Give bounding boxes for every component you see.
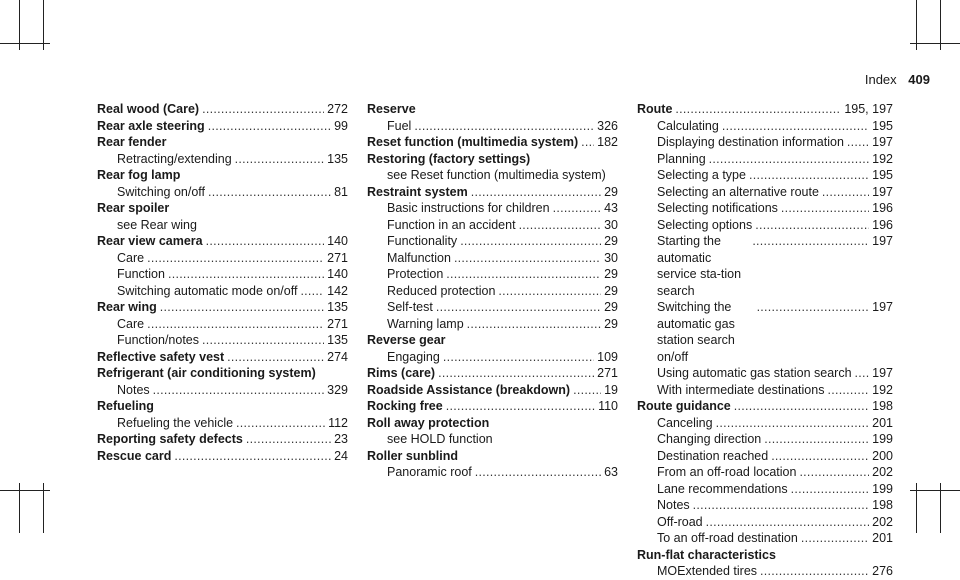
subentry-page-number: 276 xyxy=(872,564,893,578)
crop-mark xyxy=(910,43,960,44)
subentry-text: Notes xyxy=(117,382,150,397)
entry-title: Roadside Assistance (breakdown) xyxy=(367,382,571,397)
index-subentry xyxy=(637,415,893,432)
subentry-page-number: 197 xyxy=(872,184,893,199)
entry-title: Rear spoiler xyxy=(97,201,170,215)
index-subentry xyxy=(367,349,618,366)
subentry-page-number: 195 xyxy=(872,118,893,133)
index-subentry xyxy=(637,382,893,399)
subentry-page-number: 142 xyxy=(327,283,348,298)
subentry-text: Care xyxy=(117,250,145,265)
leader-dots xyxy=(675,101,841,118)
leader-dots xyxy=(755,217,869,234)
index-subentry xyxy=(367,299,618,316)
index-entry xyxy=(367,382,618,399)
subentry-page-number: 201 xyxy=(872,415,893,430)
index-subentry xyxy=(367,200,618,217)
leader-dots xyxy=(246,431,331,448)
subentry-page-number: 202 xyxy=(872,514,893,529)
entry-title: Restoring (factory settings) xyxy=(367,151,531,166)
leader-dots xyxy=(799,464,869,481)
index-entry xyxy=(97,134,348,167)
index-entry-heading xyxy=(367,382,618,399)
entry-page-number: 272 xyxy=(327,102,348,116)
index-entry-heading xyxy=(97,101,348,118)
index-subentry xyxy=(637,299,893,365)
page-number: 409 xyxy=(908,72,930,87)
entry-page-number: 99 xyxy=(334,118,348,133)
index-subentry xyxy=(367,167,618,184)
index-entry xyxy=(97,299,348,349)
leader-dots xyxy=(153,382,324,399)
entry-title: Roll away protection xyxy=(367,415,490,430)
subentry-page-number: 195 xyxy=(872,168,893,182)
index-column-1 xyxy=(97,101,348,464)
index-entry-heading xyxy=(637,398,893,415)
index-subentry xyxy=(637,563,893,580)
index-entry-heading xyxy=(97,167,348,184)
subentry-text: Using automatic gas station search xyxy=(657,366,852,380)
subentry-page-number: 198 xyxy=(872,498,893,512)
index-entry-heading xyxy=(97,448,348,465)
subentry-page-number: 196 xyxy=(872,201,893,215)
index-entry xyxy=(367,365,618,382)
leader-dots xyxy=(475,464,601,481)
header-title: Index xyxy=(864,72,897,87)
index-subentry xyxy=(637,530,893,547)
subentry-page-number: 109 xyxy=(597,349,618,364)
index-subentry xyxy=(367,316,618,333)
subentry-text: Reduced protection xyxy=(387,283,496,298)
entry-title: Rocking free xyxy=(367,399,443,413)
entry-title: Run-flat characteristics xyxy=(637,547,776,562)
index-entry xyxy=(97,118,348,135)
index-entry xyxy=(367,101,618,134)
subentry-text: Functionality xyxy=(387,234,458,248)
entry-title: Rescue card xyxy=(97,448,172,463)
subentry-text: MOExtended tires xyxy=(657,564,758,578)
index-subentry xyxy=(637,200,893,217)
index-entry xyxy=(97,349,348,366)
leader-dots xyxy=(693,497,869,514)
index-entry xyxy=(367,151,618,184)
entry-page-number: 23 xyxy=(334,432,348,446)
subentry-text: Selecting notifications xyxy=(657,201,778,215)
index-entry-heading xyxy=(367,332,618,349)
entry-title: Reset function (multimedia system) xyxy=(367,135,579,149)
leader-dots xyxy=(414,118,594,135)
entry-page-number: 195, 197 xyxy=(844,102,893,116)
leader-dots xyxy=(436,299,601,316)
index-entry xyxy=(97,448,348,465)
index-entry xyxy=(97,365,348,398)
index-subentry xyxy=(367,118,618,135)
leader-dots xyxy=(443,349,594,366)
index-entry xyxy=(97,233,348,299)
leader-dots xyxy=(208,184,331,201)
subentry-text: Malfunction xyxy=(387,250,451,265)
entry-title: Rear fog lamp xyxy=(97,168,181,182)
index-entry xyxy=(367,398,618,415)
subentry-text: Care xyxy=(117,316,145,331)
leader-dots xyxy=(438,365,594,382)
index-entry-heading xyxy=(97,431,348,448)
leader-dots xyxy=(827,382,869,399)
entry-title: Refueling xyxy=(97,399,154,413)
subentry-text: Lane recommendations xyxy=(657,481,788,496)
leader-dots xyxy=(722,118,869,135)
entry-page-number: 182 xyxy=(597,135,618,149)
subentry-page-number: 197 xyxy=(872,366,893,380)
index-entry xyxy=(97,431,348,448)
entry-title: Rear fender xyxy=(97,135,167,149)
subentry-text: With intermediate destinations xyxy=(657,382,825,397)
index-entry xyxy=(637,398,893,547)
entry-title: Restraint system xyxy=(367,184,468,199)
index-subentry xyxy=(637,167,893,184)
subentry-text: Starting the automatic service sta-tion search xyxy=(657,234,742,298)
leader-dots xyxy=(174,448,331,465)
leader-dots xyxy=(498,283,601,300)
index-entry-heading xyxy=(97,233,348,250)
leader-dots xyxy=(454,250,601,267)
leader-dots xyxy=(716,415,870,432)
leader-dots xyxy=(467,316,601,333)
index-subentry xyxy=(637,134,893,151)
leader-dots xyxy=(208,118,331,135)
subentry-page-number: 199 xyxy=(872,481,893,496)
subentry-text: Protection xyxy=(387,267,444,281)
index-subentry xyxy=(637,184,893,201)
index-subentry xyxy=(97,151,348,168)
index-entry-heading xyxy=(367,184,618,201)
leader-dots xyxy=(202,332,324,349)
leader-dots xyxy=(519,217,602,234)
entry-title: Refrigerant (air conditioning system) xyxy=(97,366,316,380)
entry-title: Rims (care) xyxy=(367,366,436,380)
subentry-text: Switching on/off xyxy=(117,184,206,199)
subentry-page-number: 202 xyxy=(872,465,893,479)
index-entry-heading xyxy=(97,365,348,382)
subentry-page-number: 29 xyxy=(604,234,618,248)
index-subentry xyxy=(637,233,893,299)
index-entry-heading xyxy=(367,101,618,118)
index-entry-heading xyxy=(367,134,618,151)
leader-dots xyxy=(709,151,869,168)
index-subentry xyxy=(367,464,618,481)
index-subentry xyxy=(367,217,618,234)
subentry-text: Displaying destination information xyxy=(657,135,844,149)
subentry-text: Fuel xyxy=(387,118,412,133)
index-entry-heading xyxy=(97,349,348,366)
leader-dots xyxy=(581,134,594,151)
entry-page-number: 24 xyxy=(334,448,348,463)
index-subentry xyxy=(367,250,618,267)
subentry-page-number: 192 xyxy=(872,151,893,166)
subentry-text: see HOLD function xyxy=(387,432,493,446)
leader-dots xyxy=(847,134,869,151)
leader-dots xyxy=(855,365,870,382)
entry-title: Route xyxy=(637,102,673,116)
index-entry-heading xyxy=(367,365,618,382)
page-header xyxy=(865,72,930,87)
index-entry xyxy=(97,200,348,233)
index-subentry xyxy=(97,316,348,333)
entry-title: Rear axle steering xyxy=(97,118,205,133)
subentry-text: Engaging xyxy=(387,349,440,364)
index-entry xyxy=(97,101,348,118)
subentry-text: Calculating xyxy=(657,118,719,133)
index-subentry xyxy=(97,266,348,283)
leader-dots xyxy=(206,233,325,250)
leader-dots xyxy=(446,398,595,415)
subentry-page-number: 30 xyxy=(604,250,618,265)
index-entry xyxy=(637,101,893,398)
index-subentry xyxy=(637,365,893,382)
entry-page-number: 29 xyxy=(604,184,618,199)
subentry-page-number: 326 xyxy=(597,118,618,133)
leader-dots xyxy=(553,200,602,217)
index-subentry xyxy=(367,283,618,300)
subentry-text: Selecting options xyxy=(657,217,753,232)
subentry-text: Switching the automatic gas station search on/off xyxy=(657,300,735,364)
subentry-text: To an off-road destination xyxy=(657,531,798,545)
subentry-text: Planning xyxy=(657,151,706,166)
index-subentry xyxy=(637,118,893,135)
index-subentry xyxy=(637,431,893,448)
crop-mark xyxy=(0,43,50,44)
leader-dots xyxy=(573,382,601,399)
entry-title: Reflective safety vest xyxy=(97,349,225,364)
subentry-page-number: 43 xyxy=(604,201,618,215)
subentry-page-number: 197 xyxy=(872,135,893,149)
subentry-text: Self-test xyxy=(387,300,433,314)
index-subentry xyxy=(367,266,618,283)
index-entry xyxy=(97,167,348,200)
entry-page-number: 110 xyxy=(598,399,618,413)
subentry-page-number: 329 xyxy=(327,382,348,397)
subentry-text: Warning lamp xyxy=(387,316,464,331)
index-subentry xyxy=(637,448,893,465)
subentry-text: Off-road xyxy=(657,514,703,529)
subentry-page-number: 140 xyxy=(327,267,348,281)
index-column-2 xyxy=(367,101,618,481)
subentry-page-number: 63 xyxy=(604,465,618,479)
subentry-page-number: 29 xyxy=(604,267,618,281)
index-column-3 xyxy=(637,101,893,580)
entry-page-number: 271 xyxy=(597,366,618,380)
entry-title: Reverse gear xyxy=(367,333,446,347)
leader-dots xyxy=(706,514,870,531)
subentry-page-number: 135 xyxy=(327,151,348,166)
subentry-page-number: 201 xyxy=(872,531,893,545)
index-subentry xyxy=(97,382,348,399)
crop-mark xyxy=(910,490,960,491)
subentry-page-number: 29 xyxy=(604,316,618,331)
leader-dots xyxy=(752,233,869,250)
index-subentry xyxy=(97,184,348,201)
index-subentry xyxy=(97,332,348,349)
subentry-page-number: 199 xyxy=(872,432,893,446)
index-subentry xyxy=(637,151,893,168)
index-subentry xyxy=(637,514,893,531)
leader-dots xyxy=(300,283,324,300)
entry-title: Route guidance xyxy=(637,399,731,413)
subentry-text: From an off-road location xyxy=(657,465,797,479)
entry-title: Rear wing xyxy=(97,300,157,314)
leader-dots xyxy=(235,151,324,168)
index-entry xyxy=(367,184,618,333)
index-entry xyxy=(367,415,618,448)
subentry-page-number: 196 xyxy=(872,217,893,232)
subentry-page-number: 197 xyxy=(872,234,893,248)
subentry-text: Changing direction xyxy=(657,432,762,446)
index-entry xyxy=(367,134,618,151)
subentry-text: Canceling xyxy=(657,415,713,430)
subentry-page-number: 135 xyxy=(327,333,348,347)
leader-dots xyxy=(791,481,870,498)
entry-page-number: 198 xyxy=(872,399,893,413)
subentry-page-number: 192 xyxy=(872,382,893,397)
subentry-page-number: 197 xyxy=(872,300,893,314)
index-subentry xyxy=(97,250,348,267)
leader-dots xyxy=(801,530,869,547)
subentry-page-number: 271 xyxy=(327,250,348,265)
subentry-text: Function/notes xyxy=(117,333,199,347)
subentry-text: see Reset function (multimedia system) xyxy=(387,168,606,182)
index-entry-heading xyxy=(97,118,348,135)
subentry-page-number: 30 xyxy=(604,217,618,232)
subentry-page-number: 200 xyxy=(872,448,893,463)
index-entry-heading xyxy=(97,299,348,316)
entry-page-number: 274 xyxy=(327,349,348,364)
leader-dots xyxy=(460,233,601,250)
leader-dots xyxy=(781,200,869,217)
subentry-page-number: 112 xyxy=(328,415,348,430)
subentry-page-number: 29 xyxy=(604,300,618,314)
leader-dots xyxy=(471,184,601,201)
leader-dots xyxy=(822,184,869,201)
leader-dots xyxy=(147,316,324,333)
leader-dots xyxy=(168,266,324,283)
entry-title: Roller sunblind xyxy=(367,448,458,463)
subentry-page-number: 271 xyxy=(327,316,348,331)
leader-dots xyxy=(757,299,870,316)
index-entry-heading xyxy=(97,200,348,217)
subentry-text: Function in an accident xyxy=(387,217,516,232)
index-entry xyxy=(637,547,893,580)
leader-dots xyxy=(236,415,325,432)
index-subentry xyxy=(97,283,348,300)
index-entry xyxy=(97,398,348,431)
crop-mark xyxy=(0,490,50,491)
index-subentry xyxy=(97,415,348,432)
entry-page-number: 19 xyxy=(604,382,618,397)
index-subentry xyxy=(97,217,348,234)
subentry-text: Panoramic roof xyxy=(387,465,472,479)
leader-dots xyxy=(227,349,324,366)
index-subentry xyxy=(637,497,893,514)
leader-dots xyxy=(446,266,601,283)
leader-dots xyxy=(771,448,869,465)
index-entry-heading xyxy=(367,415,618,432)
index-entry-heading xyxy=(637,547,893,564)
index-subentry xyxy=(637,481,893,498)
index-entry-heading xyxy=(637,101,893,118)
index-entry xyxy=(367,332,618,365)
subentry-text: Retracting/extending xyxy=(117,151,232,166)
subentry-page-number: 81 xyxy=(334,184,348,199)
index-entry-heading xyxy=(367,151,618,168)
subentry-text: Selecting an alternative route xyxy=(657,184,819,199)
entry-title: Reporting safety defects xyxy=(97,432,243,446)
leader-dots xyxy=(764,431,869,448)
subentry-text: Selecting a type xyxy=(657,168,746,182)
subentry-text: Switching automatic mode on/off xyxy=(117,283,298,298)
leader-dots xyxy=(749,167,869,184)
index-entry-heading xyxy=(97,134,348,151)
subentry-text: Destination reached xyxy=(657,448,769,463)
index-entry-heading xyxy=(367,398,618,415)
leader-dots xyxy=(160,299,324,316)
leader-dots xyxy=(734,398,869,415)
subentry-text: Refueling the vehicle xyxy=(117,415,234,430)
entry-page-number: 140 xyxy=(327,234,348,248)
index-subentry xyxy=(367,431,618,448)
leader-dots xyxy=(760,563,869,580)
index-entry-heading xyxy=(97,398,348,415)
subentry-text: Notes xyxy=(657,498,690,512)
entry-title: Rear view camera xyxy=(97,234,203,248)
subentry-text: see Rear wing xyxy=(117,217,197,232)
entry-page-number: 135 xyxy=(327,300,348,314)
index-entry-heading xyxy=(367,448,618,465)
index-subentry xyxy=(637,217,893,234)
leader-dots xyxy=(202,101,324,118)
entry-title: Reserve xyxy=(367,102,416,116)
leader-dots xyxy=(147,250,324,267)
entry-title: Real wood (Care) xyxy=(97,102,200,116)
index-subentry xyxy=(367,233,618,250)
index-subentry xyxy=(637,464,893,481)
index-entry xyxy=(367,448,618,481)
subentry-text: Basic instructions for children xyxy=(387,201,550,215)
subentry-text: Function xyxy=(117,267,165,281)
subentry-page-number: 29 xyxy=(604,283,618,298)
